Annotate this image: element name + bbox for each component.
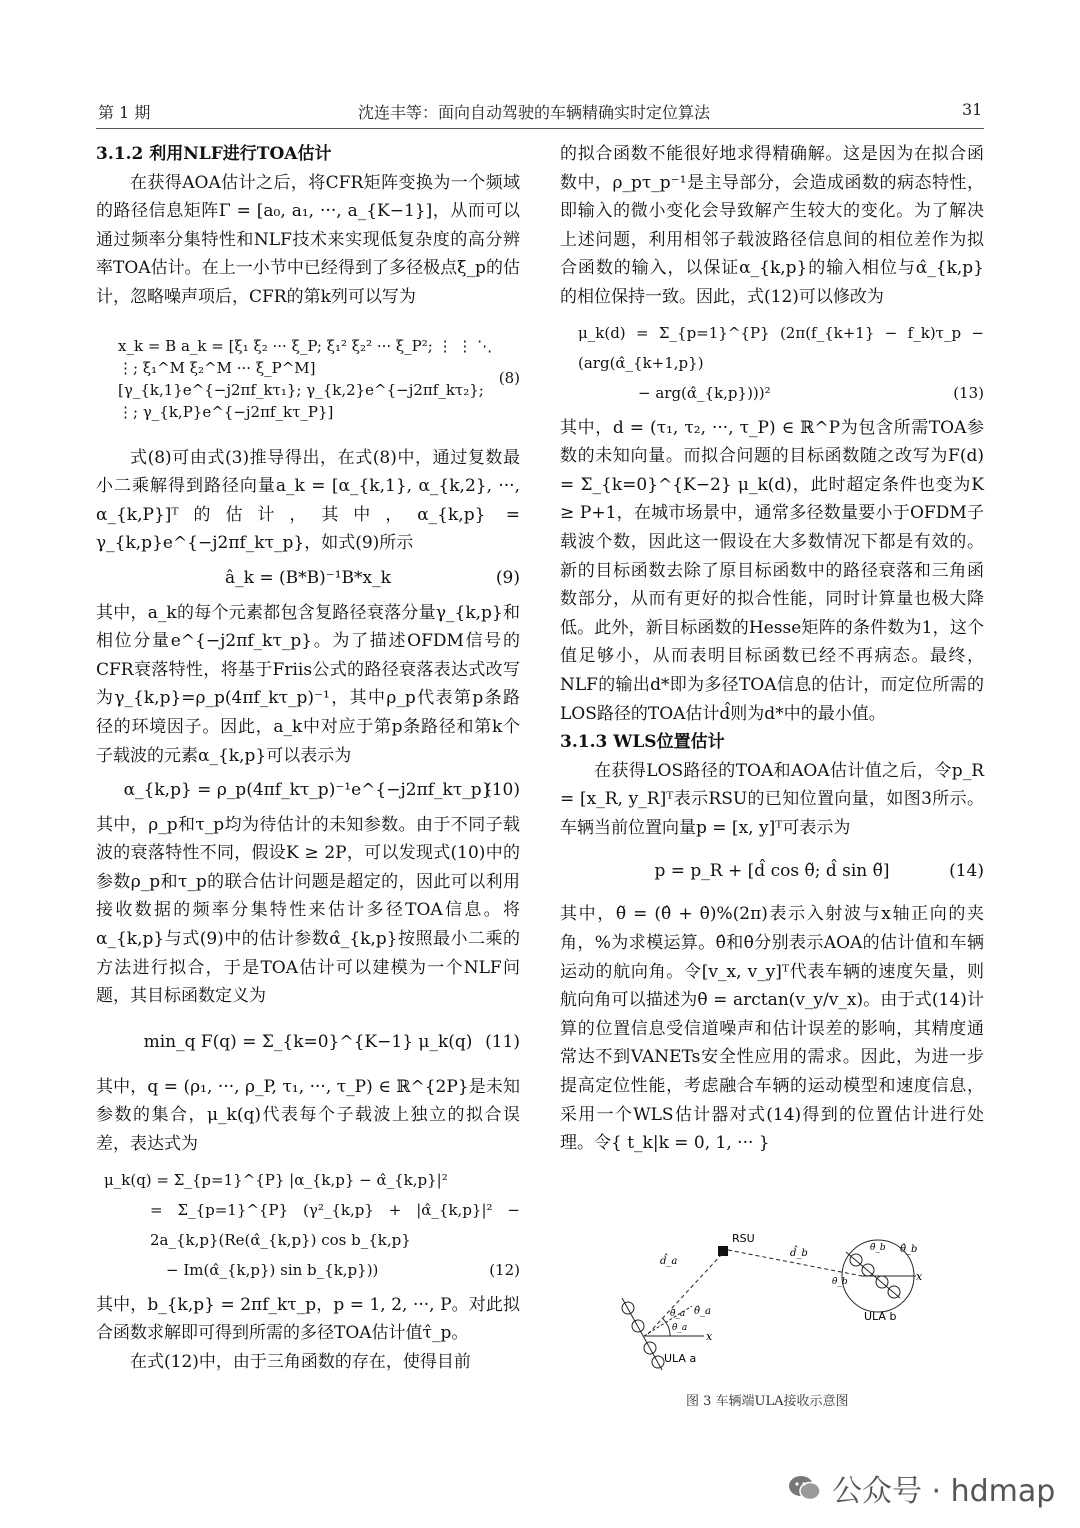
watermark (788, 1466, 1055, 1510)
right-paragraph-1: 的拟合函数不能很好地求得精确解。这是因为在拟合函数中，ρ_pτ_p⁻¹是主导部分，会造成函数的病态特性，即输入的微小变化会导致解产生较大的变化。为了解决上述问题，利用相邻子载波路径信息间的相位差作为拟合函数的输入，以保证α_{k,p}的输入相位与α̂_{k,p}的相位保持一致。因此，式(12)可以修改为 (560, 144, 984, 307)
equation-11 (96, 1017, 520, 1067)
equation-8 (96, 318, 520, 438)
left-paragraph-7: 在式(12)中，由于三角函数的存在，使得目前 (130, 1351, 471, 1372)
header-rule (96, 128, 984, 129)
equation-14-body: p = p_R + [d̂ cos θ̃; d̂ sin θ̃] (654, 861, 890, 882)
x-axis-b-label: x (916, 1270, 923, 1283)
right-column (560, 140, 984, 1158)
equation-10-body: α_{k,p} = ρ_p(4πf_kτ_p)⁻¹e^{−j2πf_kτ_p} (123, 780, 493, 801)
d-a-label: d̂_a (660, 1256, 678, 1267)
angle-arc-a (662, 1318, 670, 1336)
equation-9-number: (9) (495, 567, 520, 588)
theta-tilde-a-label: θ̃_a (670, 1309, 686, 1319)
ula-b-axis (846, 1252, 900, 1298)
ula-b-element-4 (888, 1286, 900, 1298)
equation-13-number: (13) (953, 383, 984, 402)
watermark-text: 公众号 · hdmap (832, 1474, 1056, 1509)
equation-10-number: (10) (485, 780, 520, 801)
x-axis-a-label: x (706, 1330, 713, 1343)
equation-13 (560, 318, 984, 408)
d-b-label: d̂_b (790, 1248, 808, 1259)
right-paragraph-2: 其中，d = (τ₁, τ₂, ···, τ_P) ∈ ℝ^P为包含所需TOA参数的未知向量。而拟合问题的目标函数随之改写为F(d) = Σ_{k=0}^{K−2} μ_k(d)，此时超定条件也变为K ≥ P+1，在城市场景中，通常多径数量要小于OFDM子载波个数，因此这一假设在大多数情况下都是有效的。新的目标函数去除了原目标函数中的路径衰落和三角函数部分，从而有更好的拟合性能，同时计算量也极大降低。此外，新目标函数的Hesse矩阵的条件数为1，这个值足够小，从而表明目标函数已经不再病态。最终，NLF的输出d*即为多径TOA信息的估计，而定位所需的LOS路径的TOA估计d̂则为d*中的最小值。 (560, 417, 984, 724)
equation-14 (560, 848, 984, 894)
equation-10 (96, 776, 520, 805)
figure-3-caption: 图 3 车辆端ULA接收示意图 (686, 1394, 849, 1409)
equation-11-number: (11) (485, 1031, 520, 1052)
equation-12-line-3: − Im(α̂_{k,p}) sin b_{k,p})) (166, 1260, 379, 1279)
equation-12-line-2: = Σ_{p=1}^{P} (γ²_{k,p} + |α̂_{k,p}|² − 2a_{k,p}(Re(α̂_{k,p}) cos b_{k,p} (150, 1200, 520, 1249)
rsu-marker (718, 1246, 728, 1256)
header-title: 沈连丰等：面向自动驾驶的车辆精确实时定位算法 (358, 103, 711, 122)
ula-b-element-3 (876, 1276, 888, 1288)
theta-dot-b-label: θ̇_b (832, 1277, 848, 1287)
header-page-number: 31 (962, 100, 983, 119)
right-paragraph-3: 在获得LOS路径的TOA和AOA估计值之后，令p_R = [x_R, y_R]ᵀ表示RSU的已知位置向量，如图3所示。车辆当前位置向量p = [x, y]ᵀ可表示为 (560, 760, 984, 838)
wechat-icon (788, 1474, 822, 1502)
ula-b-label: ULA b (864, 1310, 897, 1323)
left-paragraph-5: 其中，q = (ρ₁, ···, ρ_P, τ₁, ···, τ_P) ∈ ℝ^{2P}是未知参数的集合，μ_k(q)代表每个子载波上独立的拟合误差，表达式为 (96, 1076, 520, 1155)
right-paragraph-4: 其中，θ̃ = (θ̂ + θ̇)%(2π)表示入射波与x轴正向的夹角，%为求模运算。θ̂和θ̇分别表示AOA的估计值和车辆运动的航向角。令[v_x, v_y]ᵀ代表车辆的速度矢量，则航向角可以描述为θ̇ = arctan(v_y/v_x)。由于式(14)计算的位置信息受信道噪声和估计误差的影响，其精度通常达不到VANETs安全性应用的需求。因此，为进一步提高定位性能，考虑融合车辆的运动模型和速度信息，采用一个WLS估计器对式(14)得到的位置估计进行处理。令{ t_k|k = 0, 1, ··· } (560, 904, 984, 1154)
left-paragraph-4: 其中，ρ_p和τ_p均为待估计的未知参数。由于不同子载波的衰落特性不同，假设K ≥ 2P，可以发现式(10)中的参数ρ_p和τ_p的联合估计问题是超定的，因此可以利用接收数据的频率分集特性来估计多径TOA信息。将α_{k,p}与式(9)中的估计参数α̂_{k,p}按照最小二乘的方法进行拟合，于是TOA估计可以建模为一个NLF问题，其目标函数定义为 (96, 814, 520, 1007)
equation-12-line-1: μ_k(q) = Σ_{p=1}^{P} |α_{k,p} − α̂_{k,p}|² (104, 1170, 448, 1189)
ula-b-element-2 (862, 1264, 874, 1276)
equation-13-line-2: − arg(α̂_{k,p})))² (638, 383, 771, 402)
left-paragraph-2: 式(8)可由式(3)推导得出，在式(8)中，通过复数最小二乘解得到路径向量a_k = [α_{k,1}, α_{k,2}, ···, α_{k,P}]ᵀ的估计，其中，α_{k,p} = γ_{k,p}e^{−j2πf_kτ_p}，如式(9)所示 (96, 447, 520, 554)
theta-a-label: θ̂_a (694, 1306, 711, 1317)
equation-14-number: (14) (949, 861, 984, 882)
left-paragraph-1: 在获得AOA估计之后，将CFR矩阵变换为一个频域的路径信息矩阵Γ = [a₀, a₁, ···, a_{K−1}]，从而可以通过频率分集特性和NLF技术来实现低复杂度的高分辨率TOA估计。在上一小节中已经得到了多径极点ξ_p的估计，忽略噪声项后，CFR的第k列可以写为 (96, 172, 520, 307)
left-paragraph-6: 其中，b_{k,p} = 2πf_kτ_p，p = 1, 2, ···, P。对此拟合函数求解即可得到所需的多径TOA估计值τ̂_p。 (96, 1294, 520, 1344)
left-paragraph-3: 其中，a_k的每个元素都包含复路径衰落分量γ_{k,p}和相位分量e^{−j2πf_kτ_p}。为了描述OFDM信号的CFR衰落特性，将基于Friis公式的路径衰落表达式改写为γ_{k,p}=ρ_p(4πf_kτ_p)⁻¹，其中ρ_p代表第p条路径的环境因子。因此，a_k中对应于第p条路径和第k个子载波的元素α_{k,p}可以表示为 (96, 602, 520, 766)
equation-12 (96, 1165, 520, 1285)
equation-8-number: (8) (498, 368, 520, 387)
rsu-label: RSU (732, 1232, 755, 1245)
equation-8-body: x_k = B a_k = [ξ₁ ξ₂ ··· ξ_P; ξ₁² ξ₂² ··· ξ_P²; ⋮ ⋮ ⋱ ⋮; ξ₁^M ξ₂^M ··· ξ_P^M] [γ_{k,1}e^{−j2πf_kτ₁}; γ_{k,2}e^{−j2πf_kτ₂}; ⋮; γ_{k,P}e^{−j2πf_kτ_P}] (118, 336, 493, 421)
equation-9-body: â_k = (B*B)⁻¹B*x_k (225, 567, 391, 588)
figure-3-diagram (600, 1222, 940, 1382)
equation-9 (96, 564, 520, 593)
ula-a-axis (622, 1298, 662, 1370)
section-title-3-1-3: 3.1.3 WLS位置估计 (560, 732, 725, 753)
header-issue: 第 1 期 (98, 103, 151, 122)
theta-tilde-b-label: θ̃_b (870, 1243, 886, 1253)
theta-dot-a-label: θ̇_a (672, 1323, 688, 1333)
left-column (96, 140, 520, 1376)
equation-11-body: min_q F(q) = Σ_{k=0}^{K−1} μ_k(q) (143, 1031, 473, 1052)
equation-12-number: (12) (489, 1260, 520, 1279)
theta-b-label: θ̂_b (900, 1244, 918, 1255)
equation-13-line-1: μ_k(d) = Σ_{p=1}^{P} (2π(f_{k+1} − f_k)τ_p − (arg(α̂_{k+1,p}) (578, 323, 984, 372)
section-title-3-1-2: 3.1.2 利用NLF进行TOA估计 (96, 144, 332, 164)
ula-a-label: ULA a (664, 1352, 697, 1365)
